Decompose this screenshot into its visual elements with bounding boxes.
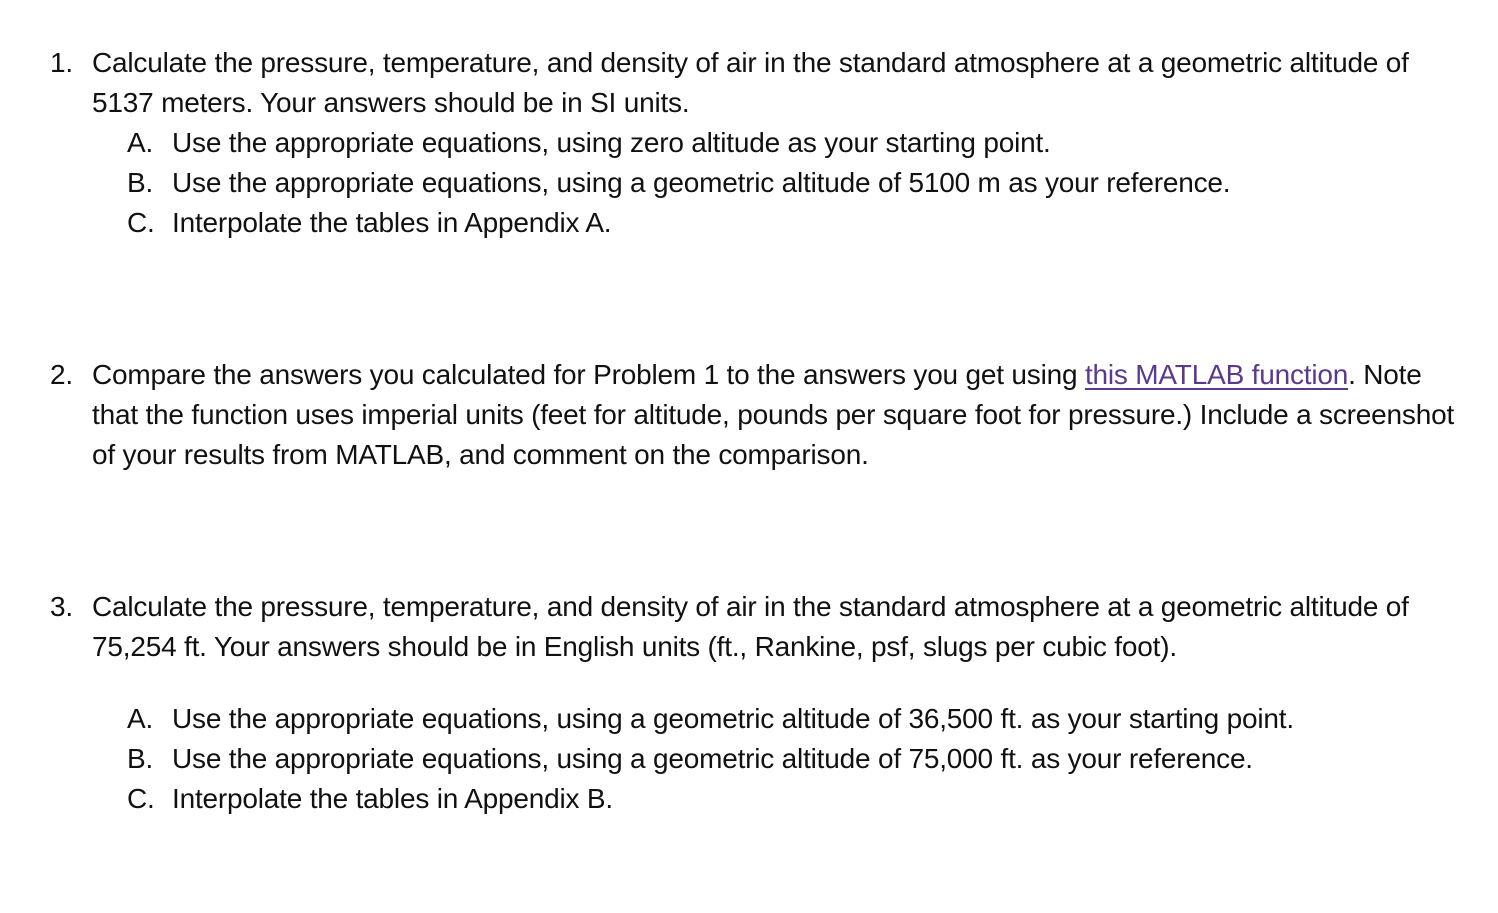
subitem-text: Use the appropriate equations, using zero altitude as your starting point. bbox=[172, 127, 1051, 158]
problem-1-subitem-a bbox=[50, 123, 1470, 163]
problem-2-number: 2. bbox=[50, 359, 73, 390]
problem-1 bbox=[50, 43, 1470, 243]
problem-2-text-before-link: Compare the answers you calculated for Problem 1 to the answers you get using bbox=[92, 359, 1085, 390]
problem-1-statement bbox=[50, 43, 1470, 123]
problem-2 bbox=[50, 355, 1470, 475]
subitem-letter: A. bbox=[127, 127, 154, 158]
problem-2-text bbox=[92, 355, 1470, 475]
problem-2-statement bbox=[50, 355, 1470, 475]
problem-3-subitem-a bbox=[50, 699, 1470, 739]
problem-3-subitem-c bbox=[50, 779, 1470, 819]
problem-3-statement bbox=[50, 587, 1470, 667]
problem-1-subitems bbox=[50, 123, 1470, 243]
problem-2-text-after-link: . Note that the function uses imperial units (feet for altitude, pounds per square foot for pressure.) Include a screenshot of your results from MATLAB, and comment on the comparison. bbox=[92, 359, 1455, 470]
subitem-text: Interpolate the tables in Appendix B. bbox=[172, 783, 613, 814]
matlab-function-link[interactable]: this MATLAB function bbox=[1084, 359, 1349, 390]
subitem-letter: C. bbox=[127, 783, 155, 814]
problem-1-subitem-b bbox=[50, 163, 1470, 203]
problem-3-subitem-b bbox=[50, 739, 1470, 779]
subitem-text: Use the appropriate equations, using a geometric altitude of 75,000 ft. as your reference. bbox=[172, 743, 1253, 774]
subitem-letter: B. bbox=[127, 167, 154, 198]
problem-1-text: Calculate the pressure, temperature, and density of air in the standard atmosphere at a geometric altitude of 5137 meters. Your answers should be in SI units. bbox=[92, 47, 1409, 118]
problem-3-text: Calculate the pressure, temperature, and density of air in the standard atmosphere at a geometric altitude of 75,254 ft. Your answers should be in English units (ft., Rankine, psf, slugs per cubic foot). bbox=[92, 591, 1409, 662]
problem-3-subitems bbox=[50, 699, 1470, 819]
problem-3 bbox=[50, 587, 1470, 819]
problem-1-number: 1. bbox=[50, 47, 73, 78]
subitem-text: Use the appropriate equations, using a geometric altitude of 36,500 ft. as your starting point. bbox=[172, 703, 1294, 734]
problem-1-subitem-c bbox=[50, 203, 1470, 243]
subitem-letter: C. bbox=[127, 207, 155, 238]
subitem-text: Use the appropriate equations, using a geometric altitude of 5100 m as your reference. bbox=[172, 167, 1231, 198]
problem-3-number: 3. bbox=[50, 591, 73, 622]
subitem-text: Interpolate the tables in Appendix A. bbox=[172, 207, 612, 238]
subitem-letter: A. bbox=[127, 703, 154, 734]
subitem-letter: B. bbox=[127, 743, 154, 774]
